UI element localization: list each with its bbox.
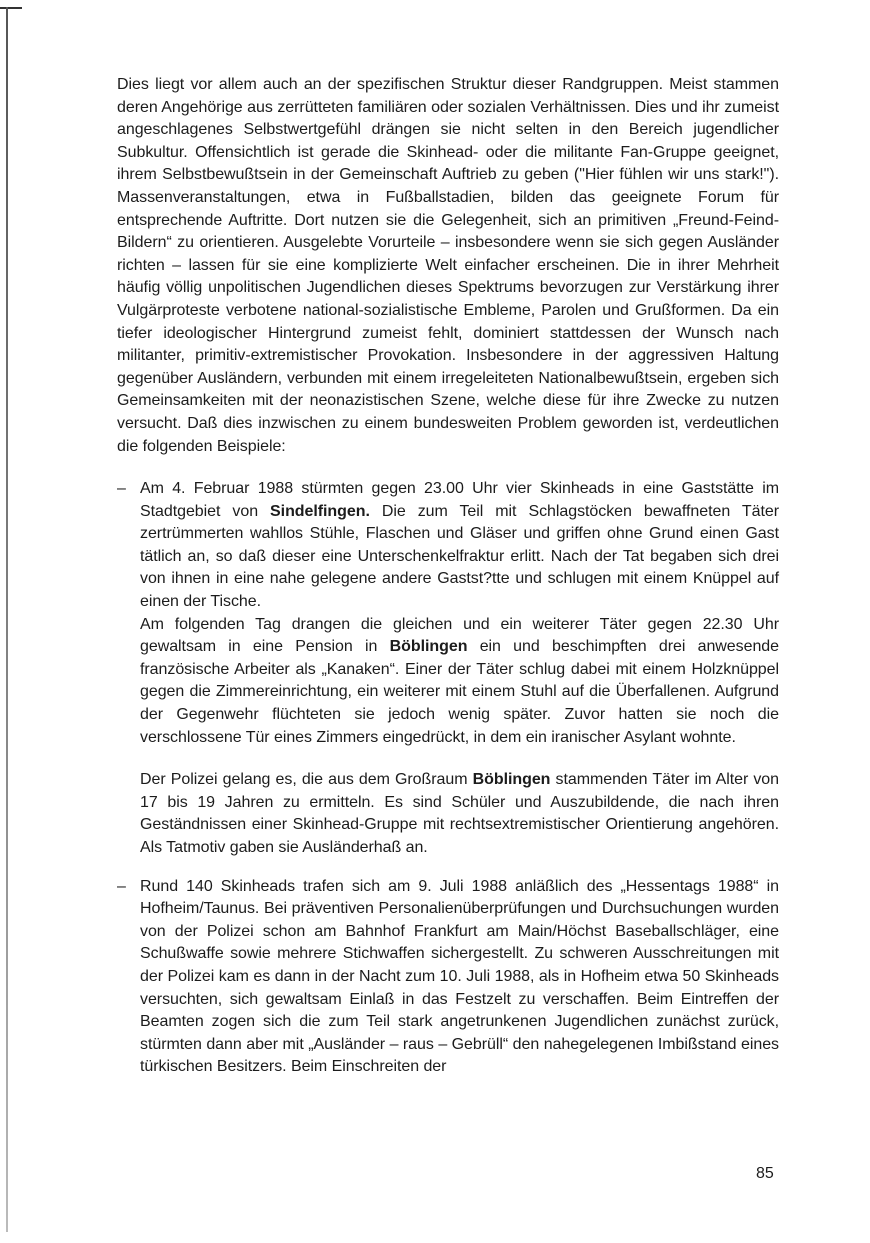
item1-paragraph-2	[140, 614, 779, 750]
dash-bullet: –	[117, 480, 126, 498]
place-name-bold: Böblingen	[389, 638, 468, 656]
place-name-bold: Böblingen	[472, 771, 551, 789]
page-number: 85	[756, 1165, 774, 1182]
crop-mark-vertical	[6, 7, 8, 1232]
text-run: Am folgenden Tag drangen die gleichen und ein weiterer Täter gegen 22.30 Uhr gewaltsam in eine Pension in	[140, 615, 779, 656]
text-run: stammenden Täter im Alter von 17 bis 19 Jahren zu ermitteln. Es sind Schüler und Auszubildende, die nach ihren Geständnissen einer Skinhead-Gruppe mit rechtsextremistischer Orientierung angehören. Als Tatmotiv gaben sie Ausländerhaß an.	[140, 771, 779, 856]
intro-paragraph: Dies liegt vor allem auch an der spezifischen Struktur dieser Randgruppen. Meist stammen deren Angehörige aus zerrütteten familiären oder sozialen Verhältnissen. Dies und ihr zumeist angeschlagenes Selbstwertgefühl drängen sie nicht selten in den Bereich jugendlicher Subkultur. Offensichtlich ist gerade die Skinhead- oder die militante Fan-Gruppe geeignet, ihrem Selbstbewußtsein in der Gemeinschaft Auftrieb zu geben ("Hier fühlen wir uns stark!"). Massenveranstaltungen, etwa in Fußballstadien, bilden das geeignete Forum für entsprechende Auftritte. Dort nutzen sie die Gelegenheit, sich an primitiven „Freund-Feind-Bildern“ zu orientieren. Ausgelebte Vorurteile – insbesondere wenn sie sich gegen Ausländer richten – lassen für sie eine komplizierte Welt einfacher erscheinen. Die in ihrer Mehrheit häufig völlig unpolitischen Jugendlichen dieses Spektrums bevorzugen zur Verstärkung ihrer Vulgärproteste verbotene national-sozialistische Embleme, Parolen und Grußformen. Da ein tiefer ideologischer Hintergrund zumeist fehlt, dominiert stattdessen der Wunsch nach militanter, primitiv-extremistischer Provokation. Insbesondere in der aggressiven Haltung gegenüber Ausländern, verbunden mit einem irregeleiteten Nationalbewußtsein, ergeben sich Gemeinsamkeiten mit der neonazistischen Szene, welche diese für ihre Zwecke zu nutzen versucht. Daß dies inzwischen zu einem bundesweiten Problem geworden ist, verdeutlichen die folgenden Beispiele:	[117, 76, 779, 455]
text-run: Der Polizei gelang es, die aus dem Großraum	[140, 771, 473, 789]
page-body	[117, 74, 779, 1095]
place-name-bold: Sindelfingen.	[270, 502, 370, 520]
text-run: Am 4. Februar 1988 stürmten gegen 23.00 Uhr vier Skinheads in eine Gaststätte im Stadtgebiet von	[140, 480, 779, 520]
list-item	[117, 876, 779, 1079]
dash-bullet: –	[117, 877, 126, 895]
crop-mark-horizontal	[0, 7, 22, 9]
text-run: Die zum Teil mit Schlagstöcken bewaffneten Täter zertrümmerten wahllos Stühle, Flaschen und Gläser und griffen ohne Grund einen Gast tätlich an, so daß dieser eine Unterschenkelfraktur erlitt. Nach der Tat begaben sich drei von ihnen in eine nahe gelegene andere Gastst?tte und schlugen mit einem Knüppel auf einen der Tische.	[140, 502, 779, 611]
list-item	[117, 478, 779, 860]
text-run: ein und beschimpften drei anwesende französische Arbeiter als „Kanaken“. Einer der Täter schlug dabei mit einem Holzknüppel gegen die Zimmereinrichtung, ein weiterer mit einem Stuhl auf die Überfallenen. Aufgrund der Gegenwehr flüchteten sie jedoch wenig später. Zuvor hatten sie noch die verschlossene Tür eines Zimmers eingedrückt, in dem ein iranischer Asylant wohnte.	[140, 638, 779, 746]
example-list	[117, 478, 779, 1079]
item1-paragraph-3	[140, 769, 779, 859]
item1-paragraph-1	[140, 478, 779, 614]
item2-paragraph: Rund 140 Skinheads trafen sich am 9. Juli 1988 anläßlich des „Hessentags 1988“ in Hofheim/Taunus. Bei präventiven Personalienüberprüfungen und Durchsuchungen wurden von der Polizei schon am Bahnhof Frankfurt am Main/Höchst Baseballschläger, eine Schußwaffe sowie mehrere Stichwaffen sichergestellt. Zu schweren Ausschreitungen mit der Polizei kam es dann in der Nacht zum 10. Juli 1988, als in Hofheim etwa 50 Skinheads versuchten, sich gewaltsam Einlaß in das Festzelt zu verschaffen. Beim Eintreffen der Beamten zogen sich die zum Teil stark angetrunkenen Jugendlichen zunächst zurück, stürmten dann aber mit „Ausländer – raus – Gebrüll“ den nahegelegenen Imbißstand eines türkischen Besitzers. Beim Einschreiten der	[140, 877, 779, 1076]
